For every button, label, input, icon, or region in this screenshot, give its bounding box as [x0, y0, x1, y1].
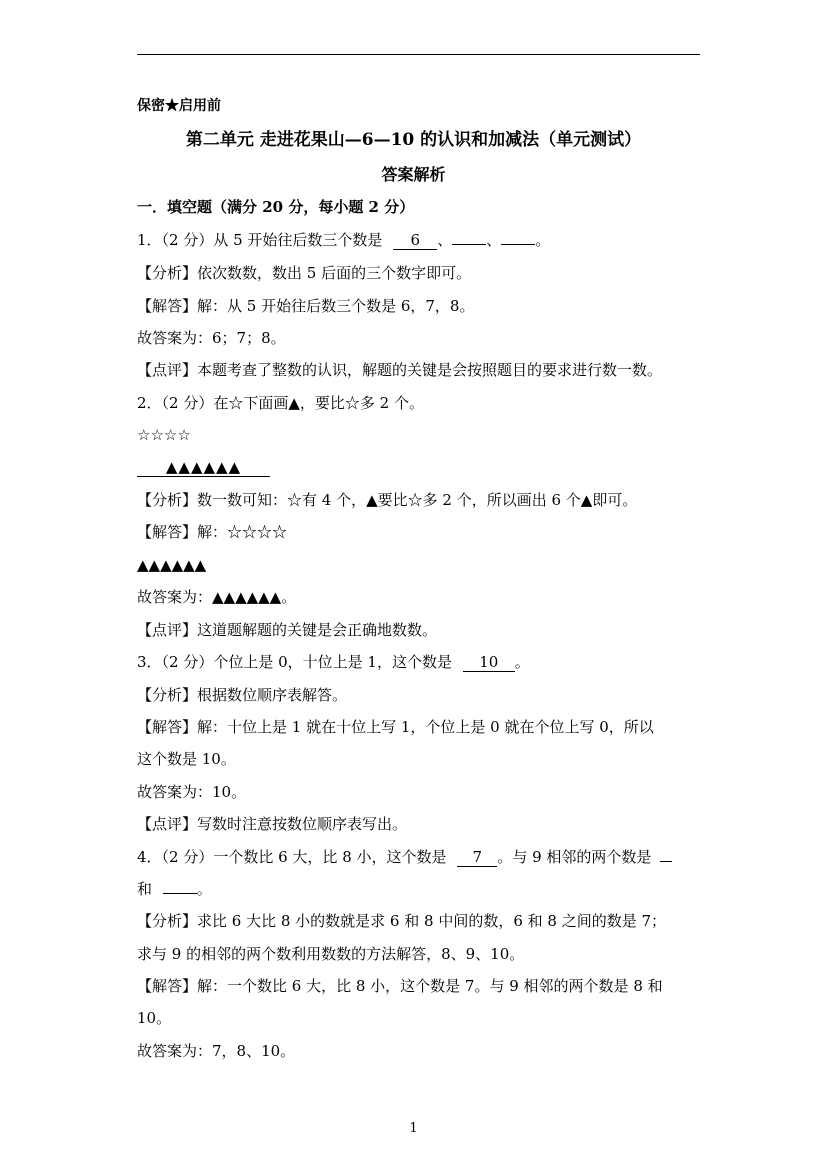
solution-text: 【解答】解：一个数比 6 大，比 8 小，这个数是 7。与 9 相邻的两个数是 8 和: [137, 977, 663, 995]
document-title: 第二单元 走进花果山—6—10 的认识和加减法（单元测试）: [185, 130, 642, 150]
section-heading: 一．填空题（满分 20 分，每小题 2 分）: [137, 198, 415, 216]
end-punctuation: 。: [196, 880, 212, 898]
separator: 、: [437, 231, 453, 249]
document-subtitle: 答案解析: [381, 165, 446, 184]
answer-blank: [660, 861, 672, 862]
solution-text: 这个数是 10。: [137, 750, 236, 768]
answer-blank: [501, 244, 535, 245]
question-3-stem: [137, 652, 530, 672]
question-4-text: 。与 9 相邻的两个数是: [497, 848, 652, 866]
answer-blank: ▲▲▲▲▲▲: [137, 459, 270, 477]
answer-blank: 6: [393, 232, 437, 250]
question-1-text: 1．（2 分）从 5 开始往后数三个数是: [137, 231, 383, 249]
separator: 、: [486, 231, 502, 249]
comment-text: 【点评】本题考查了整数的认识，解题的关键是会按照题目的要求进行数一数。: [137, 361, 663, 379]
solution-text: 【解答】解：☆☆☆☆: [137, 523, 288, 541]
answer-blank: 10: [463, 654, 515, 672]
solution-text: 【解答】解：十位上是 1 就在十位上写 1，个位上是 0 就在个位上写 0，所以: [137, 718, 654, 736]
answer-blank: 7: [457, 849, 497, 867]
question-2-answer-line: [137, 457, 270, 477]
confidential-label: 保密★启用前: [137, 98, 221, 114]
question-2-stem: 2．（2 分）在☆下面画▲，要比☆多 2 个。: [137, 394, 424, 412]
question-4-text: 和: [137, 880, 153, 898]
answer-blank: [452, 244, 486, 245]
analysis-text: 【分析】根据数位顺序表解答。: [137, 686, 348, 704]
answer-text: 故答案为：6；7；8。: [137, 329, 286, 347]
analysis-text: 【分析】求比 6 大比 8 小的数就是求 6 和 8 中间的数，6 和 8 之间的数是 7；: [137, 912, 667, 930]
answer-text: 故答案为：10。: [137, 783, 247, 801]
analysis-text: 【分析】数一数可知：☆有 4 个，▲要比☆多 2 个，所以画出 6 个▲即可。: [137, 491, 638, 509]
question-3-text: 3．（2 分）个位上是 0，十位上是 1，这个数是: [137, 653, 452, 671]
question-4-stem-cont: [137, 879, 212, 899]
page-top-rule: [137, 54, 700, 55]
page-number: 1: [409, 1121, 418, 1136]
analysis-text: 【分析】依次数数，数出 5 后面的三个数字即可。: [137, 264, 472, 282]
comment-text: 【点评】这道题解题的关键是会正确地数数。: [137, 621, 438, 639]
answer-blank: [163, 893, 197, 894]
comment-text: 【点评】写数时注意按数位顺序表写出。: [137, 815, 408, 833]
analysis-text: 求与 9 的相邻的两个数利用数数的方法解答，8、9、10。: [137, 945, 525, 963]
stars-row: ☆☆☆☆: [137, 426, 191, 444]
solution-text: 10。: [137, 1009, 172, 1027]
end-punctuation: 。: [514, 653, 530, 671]
question-1-stem: [137, 230, 550, 250]
question-4-stem: [137, 847, 672, 867]
solution-text: 【解答】解：从 5 开始往后数三个数是 6，7，8。: [137, 297, 475, 315]
end-punctuation: 。: [535, 231, 551, 249]
answer-text: 故答案为：▲▲▲▲▲▲。: [137, 588, 297, 606]
question-4-text: 4．（2 分）一个数比 6 大，比 8 小，这个数是: [137, 848, 447, 866]
answer-text: 故答案为：7，8、10。: [137, 1042, 296, 1060]
triangles-row: ▲▲▲▲▲▲: [137, 556, 207, 574]
